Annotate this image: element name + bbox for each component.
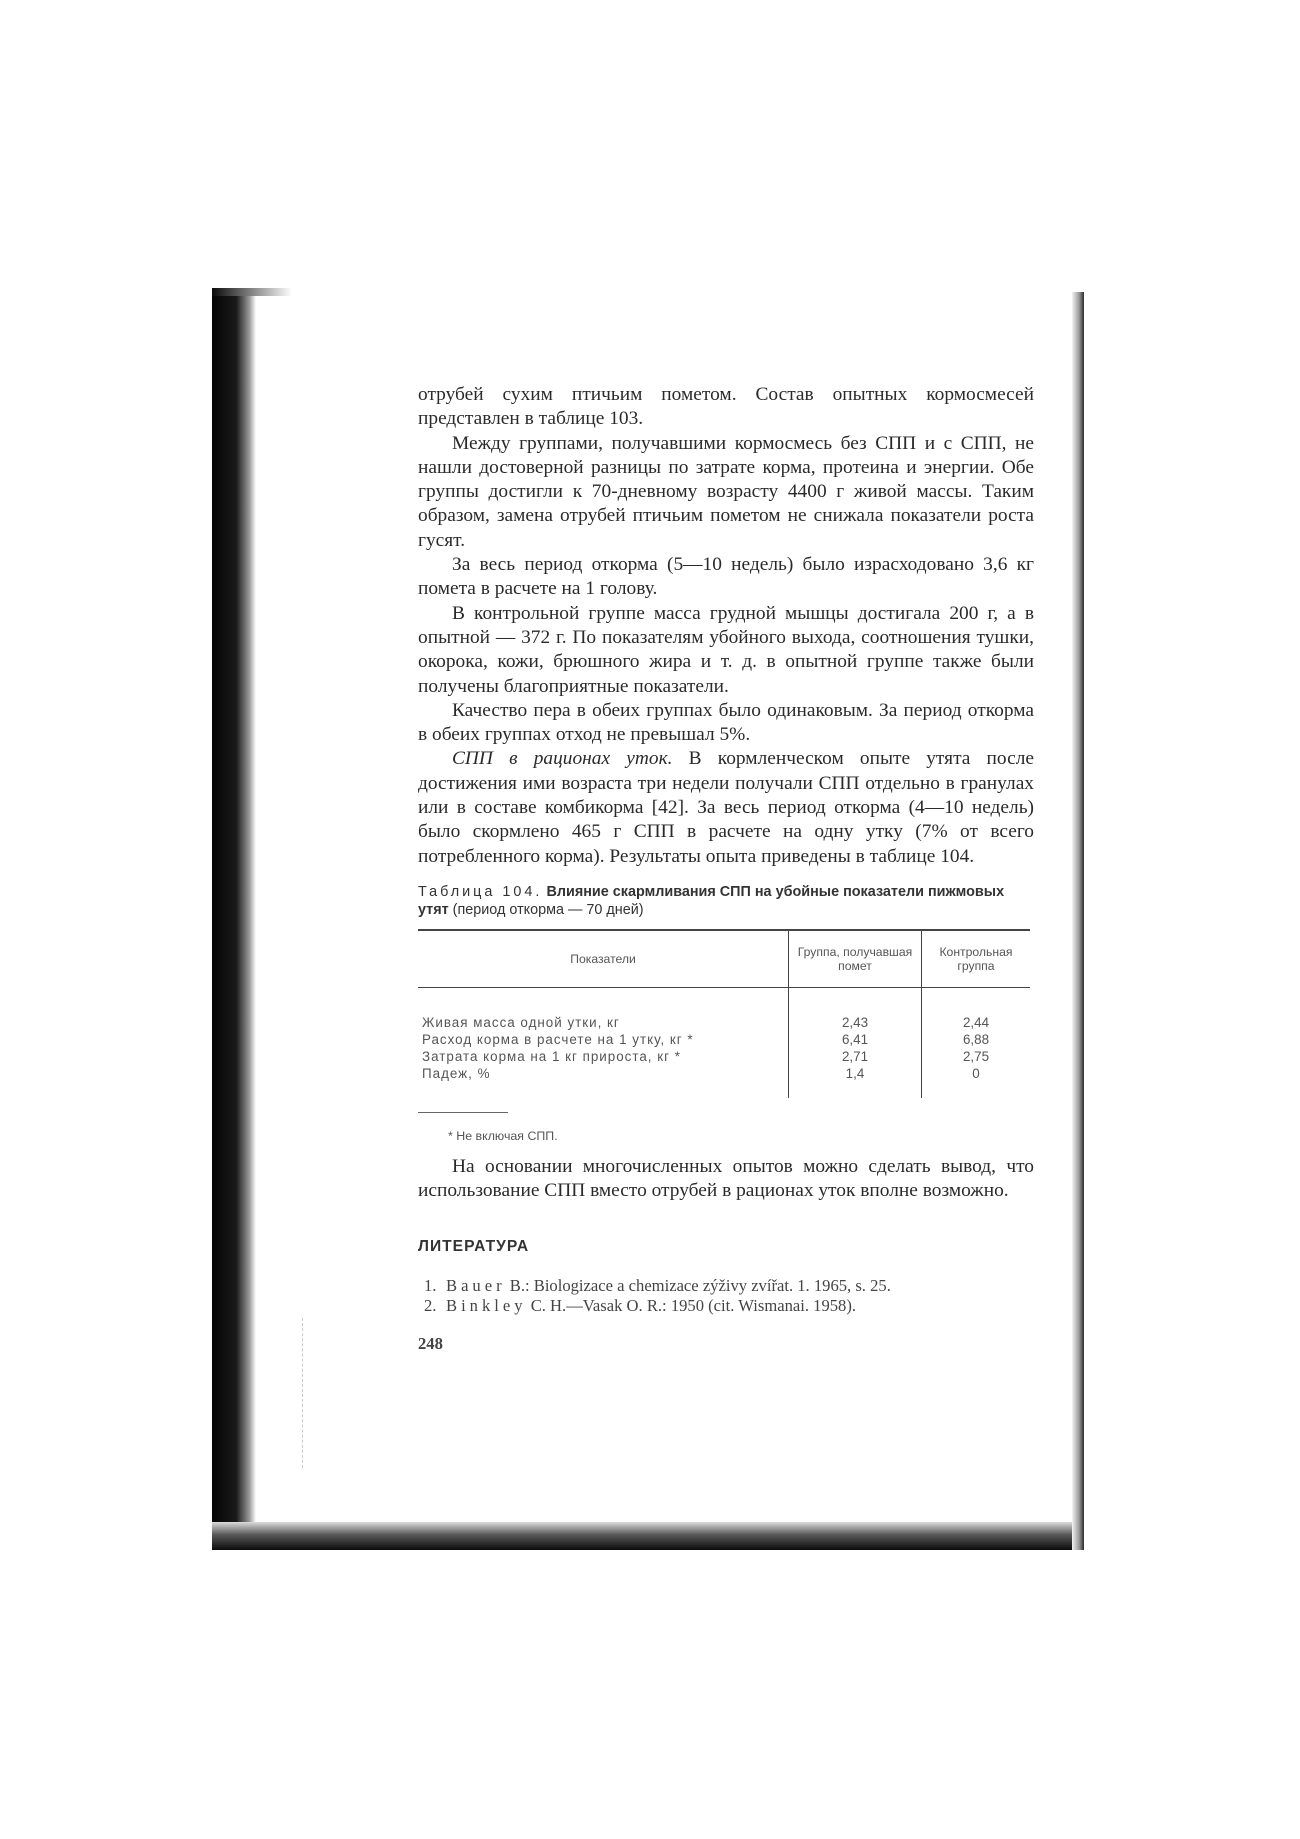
table-row bbox=[418, 1048, 1030, 1065]
column-header: Группа, получавшая помет bbox=[789, 930, 922, 988]
book-page bbox=[418, 383, 1034, 1354]
paragraph: В контрольной группе масса грудной мышцы достигала 200 г, а в опытной — 372 г. По показателям убойного выхода, соотношения тушки, окорока, кожи, брюшного жира и т. д. в опытной группе также были получены благоприятные показатели. bbox=[418, 602, 1034, 697]
table-cell: 0 bbox=[921, 1065, 1030, 1098]
reference-author: Binkley bbox=[446, 1295, 527, 1315]
footnote-rule bbox=[418, 1112, 508, 1113]
references-heading: ЛИТЕРАТУРА bbox=[418, 1237, 530, 1255]
table-cell: 2,44 bbox=[921, 987, 1030, 1031]
data-table bbox=[418, 929, 1030, 1098]
scan-border-left bbox=[212, 288, 256, 1550]
conclusion-paragraph: На основании многочисленных опытов можно сделать вывод, что использование СПП вместо отрубей в рационах уток вполне возможно. bbox=[418, 1155, 1034, 1202]
table-cell: Затрата корма на 1 кг прироста, кг * bbox=[422, 1048, 681, 1064]
table-row bbox=[418, 987, 1030, 1031]
table-caption bbox=[418, 883, 1034, 919]
table-cell: 6,88 bbox=[921, 1031, 1030, 1048]
table-row bbox=[418, 1031, 1030, 1048]
table-cell: 2,71 bbox=[789, 1048, 922, 1065]
page-number: 248 bbox=[418, 1333, 443, 1353]
table-row bbox=[418, 1065, 1030, 1098]
reference-text: C. H.—Vasak O. R.: 1950 (cit. Wismanai. 1958). bbox=[526, 1295, 857, 1315]
paragraph: Качество пера в обеих группах было одинаковым. За период откорма в обеих группах отход не превышал 5%. bbox=[418, 699, 1034, 746]
scan-border-bottom bbox=[212, 1522, 1084, 1550]
reference-text: B.: Biologizace a chemizace zýživy zvířat. 1. 1965, s. 25. bbox=[505, 1275, 891, 1295]
paragraph-ducks bbox=[418, 747, 1034, 868]
reference-author: Bauer bbox=[446, 1275, 506, 1295]
table-cell: Падеж, % bbox=[422, 1065, 491, 1081]
table-cell: 2,43 bbox=[789, 987, 922, 1031]
table-cell: 1,4 bbox=[789, 1065, 922, 1098]
table-number: Таблица 104. bbox=[418, 883, 543, 900]
table-cell: Живая масса одной утки, кг bbox=[422, 1014, 620, 1030]
margin-mark bbox=[302, 1318, 304, 1468]
scan-border-right bbox=[1072, 292, 1084, 1550]
table-cell: Расход корма в расчете на 1 утку, кг * bbox=[422, 1031, 694, 1047]
reference-item bbox=[418, 1276, 1034, 1296]
table-header-row bbox=[418, 930, 1030, 988]
column-header: Контрольная группа bbox=[921, 930, 1030, 988]
paragraph: За весь период откорма (5—10 недель) было израсходовано 3,6 кг помета в расчете на 1 голову. bbox=[418, 554, 1034, 600]
paragraph-ducks-text: В кормленческом опыте утята после достижения ими возраста три недели получали СПП отдельно в гранулах или в составе комбикорма [42]. За весь период откорма (4—10 недель) было скормлено 465 г СПП в расчете на одну утку (7% от всего потребленного корма). Результаты опыта приведены в таблице 104. bbox=[418, 748, 1035, 867]
table-cell: 6,41 bbox=[789, 1031, 922, 1048]
table-subtitle: (период откорма — 70 дней) bbox=[448, 901, 644, 918]
column-header: Показатели bbox=[418, 930, 789, 988]
paragraph: Между группами, получавшими кормосмесь без СПП и с СПП, не нашли достоверной разницы по затрате корма, протеина и энергии. Обе группы достигли к 70-дневному возрасту 4400 г живой массы. Таким образом, замена отрубей птичьим пометом не снижала показатели роста гусят. bbox=[418, 432, 1034, 551]
reference-number: 2. bbox=[424, 1295, 437, 1315]
scan-border-top bbox=[212, 288, 292, 296]
reference-number: 1. bbox=[424, 1275, 437, 1295]
table-title: Влияние скармливания СПП на убойные показатели пижмовых утят bbox=[418, 883, 1005, 918]
section-heading-ducks: СПП в рационах уток. bbox=[452, 748, 673, 770]
table-footnote: * Не включая СПП. bbox=[448, 1128, 558, 1143]
references-list bbox=[418, 1276, 1034, 1316]
reference-item bbox=[418, 1296, 1034, 1316]
table-cell: 2,75 bbox=[921, 1048, 1030, 1065]
paragraph: отрубей сухим птичьим пометом. Состав опытных кормосмесей представлен в таблице 103. bbox=[418, 384, 1034, 430]
